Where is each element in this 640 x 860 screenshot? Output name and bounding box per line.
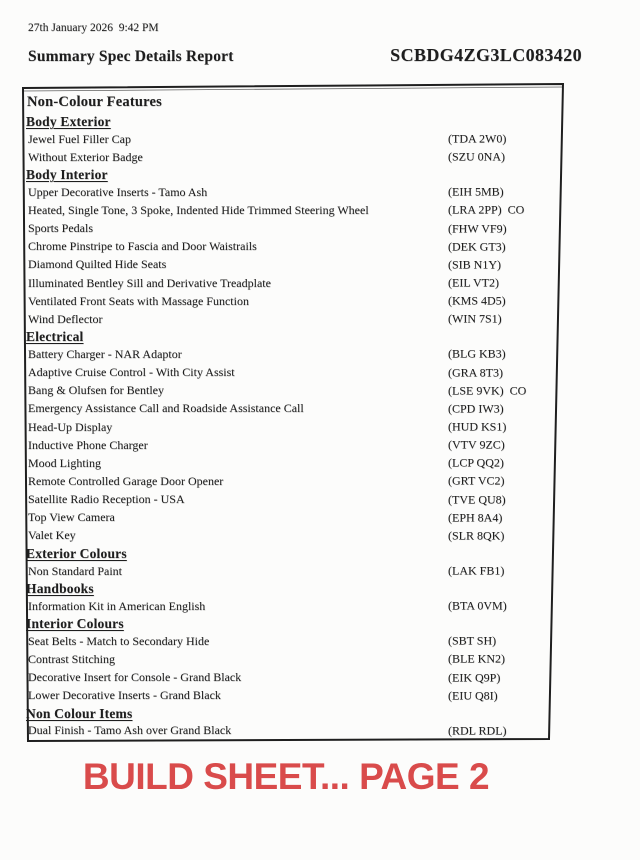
feature-code: (EIL VT2) xyxy=(448,275,499,290)
feature-label: Heated, Single Tone, 3 Spoke, Indented Hide Trimmed Steering Wheel xyxy=(28,202,369,217)
feature-label: Contrast Stitching xyxy=(28,651,115,666)
feature-label: Illuminated Bentley Sill and Derivative Treadplate xyxy=(28,275,271,290)
feature-label: Sports Pedals xyxy=(28,221,94,236)
feature-code: (EIU Q8I) xyxy=(448,688,498,703)
feature-code: (DEK GT3) xyxy=(448,239,506,254)
feature-row xyxy=(23,130,555,148)
section-heading: Handbooks xyxy=(26,581,94,597)
feature-code: (EPH 8A4) xyxy=(448,510,503,525)
features-box-title: Non-Colour Features xyxy=(27,94,162,110)
feature-label: Mood Lighting xyxy=(28,455,102,470)
feature-row xyxy=(23,509,555,527)
feature-code: (EIH 5MB) xyxy=(448,184,504,199)
section-heading: Exterior Colours xyxy=(26,545,127,561)
report-date: 27th January 2026 9:42 PM xyxy=(28,22,159,34)
feature-row xyxy=(23,669,555,687)
feature-row xyxy=(23,597,555,615)
feature-row xyxy=(23,292,555,310)
feature-label: Bang & Olufsen for Bentley xyxy=(28,383,164,398)
feature-code: (TDA 2W0) xyxy=(448,131,507,146)
feature-code: (LCP QQ2) xyxy=(448,455,504,470)
section-heading: Body Interior xyxy=(26,167,108,183)
feature-label: Chrome Pinstripe to Fascia and Door Waistrails xyxy=(28,239,257,254)
section-heading: Electrical xyxy=(26,329,84,345)
feature-label: Remote Controlled Garage Door Opener xyxy=(28,473,224,488)
feature-sections xyxy=(23,113,555,740)
feature-label: Information Kit in American English xyxy=(28,598,206,613)
feature-code: (LRA 2PP) CO xyxy=(448,202,525,217)
feature-label: Adaptive Cruise Control - With City Assist xyxy=(28,365,235,380)
feature-label: Diamond Quilted Hide Seats xyxy=(28,257,167,272)
feature-label: Head-Up Display xyxy=(28,419,113,434)
section-heading: Body Exterior xyxy=(26,114,111,129)
feature-label: Without Exterior Badge xyxy=(28,149,143,164)
feature-row xyxy=(23,418,555,436)
feature-code: (KMS 4D5) xyxy=(448,293,506,308)
feature-row xyxy=(23,454,555,472)
feature-label: Emergency Assistance Call and Roadside Assistance Call xyxy=(28,401,304,416)
feature-code: (SBT SH) xyxy=(448,633,497,648)
feature-row xyxy=(23,310,555,328)
feature-code: (SZU 0NA) xyxy=(448,149,505,164)
feature-row xyxy=(23,650,555,668)
feature-label: Inductive Phone Charger xyxy=(28,437,148,452)
feature-code: (GRT VC2) xyxy=(448,473,505,488)
section-heading: Interior Colours xyxy=(26,616,124,632)
feature-code: (EIK Q9P) xyxy=(448,670,501,685)
feature-label: Battery Charger - NAR Adaptor xyxy=(28,346,182,361)
feature-code: (BLG KB3) xyxy=(448,346,506,361)
feature-label: Satellite Radio Reception - USA xyxy=(28,492,185,507)
feature-row xyxy=(23,527,555,545)
feature-code: (HUD KS1) xyxy=(448,419,507,434)
feature-row xyxy=(23,722,555,740)
feature-label: Seat Belts - Match to Secondary Hide xyxy=(28,633,210,648)
feature-row xyxy=(23,562,555,580)
feature-row xyxy=(23,632,555,650)
feature-row xyxy=(23,238,555,256)
feature-row xyxy=(23,491,555,509)
feature-code: (CPD IW3) xyxy=(448,401,504,416)
feature-label: Wind Deflector xyxy=(28,311,103,326)
feature-row xyxy=(23,364,555,382)
feature-code: (WIN 7S1) xyxy=(448,311,502,326)
feature-row xyxy=(23,201,555,219)
feature-code: (GRA 8T3) xyxy=(448,365,503,380)
feature-code: (LAK FB1) xyxy=(448,563,505,578)
build-sheet-banner: BUILD SHEET... PAGE 2 xyxy=(82,756,490,797)
section-heading: Non Colour Items xyxy=(26,705,133,721)
vin-number: SCBDG4ZG3LC083420 xyxy=(390,45,582,65)
feature-label: Ventilated Front Seats with Massage Function xyxy=(28,293,249,308)
feature-code: (BLE KN2) xyxy=(448,651,505,666)
feature-row xyxy=(23,183,555,201)
feature-label: Top View Camera xyxy=(28,510,115,525)
feature-row xyxy=(23,256,555,274)
feature-row xyxy=(23,220,555,238)
feature-code: (TVE QU8) xyxy=(448,492,506,507)
feature-code: (LSE 9VK) CO xyxy=(448,383,527,398)
report-title: Summary Spec Details Report xyxy=(28,48,234,65)
feature-code: (BTA 0VM) xyxy=(448,598,507,613)
feature-label: Upper Decorative Inserts - Tamo Ash xyxy=(28,184,208,199)
feature-code: (SLR 8QK) xyxy=(448,528,505,543)
feature-label: Jewel Fuel Filler Cap xyxy=(28,131,131,146)
feature-label: Decorative Insert for Console - Grand Black xyxy=(28,670,242,685)
feature-row xyxy=(23,274,555,292)
feature-row xyxy=(23,148,555,166)
feature-row xyxy=(23,345,555,363)
feature-row xyxy=(23,400,555,418)
feature-code: (RDL RDL) xyxy=(448,723,507,738)
feature-code: (VTV 9ZC) xyxy=(448,437,505,452)
feature-label: Dual Finish - Tamo Ash over Grand Black xyxy=(28,723,232,738)
feature-label: Valet Key xyxy=(28,528,76,543)
feature-row xyxy=(23,382,555,400)
feature-row xyxy=(23,436,555,454)
feature-row xyxy=(23,687,555,705)
features-box xyxy=(23,87,555,740)
feature-row xyxy=(23,472,555,490)
feature-code: (FHW VF9) xyxy=(448,221,507,236)
feature-label: Non Standard Paint xyxy=(28,563,122,578)
feature-label: Lower Decorative Inserts - Grand Black xyxy=(28,688,221,703)
feature-code: (SIB N1Y) xyxy=(448,257,501,272)
